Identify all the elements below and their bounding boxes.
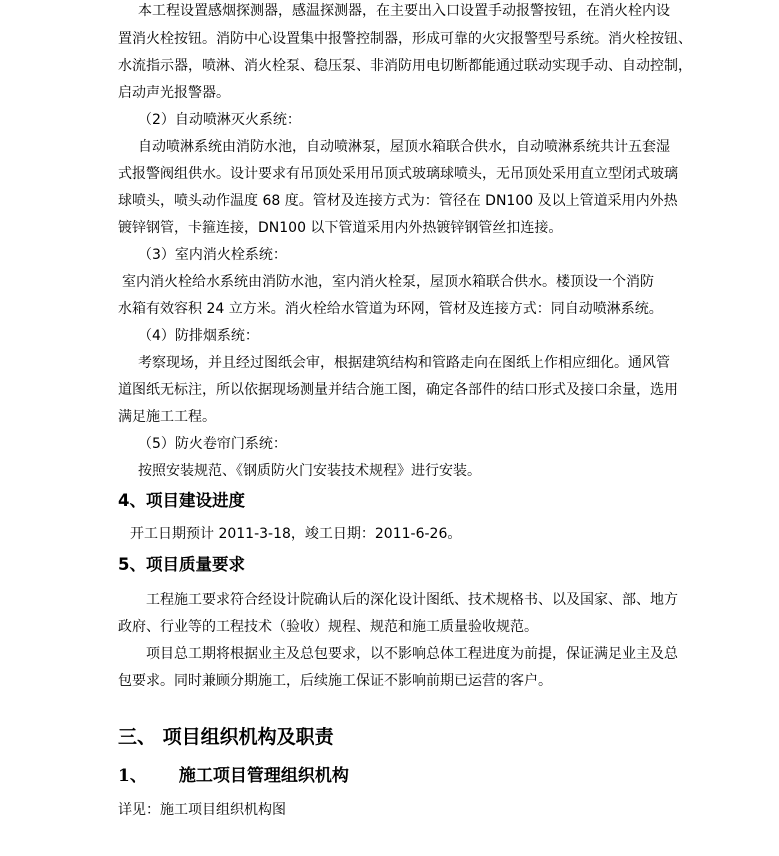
text-line: 包要求。同时兼顾分期施工，后续施工保证不影响前期已运营的客户。 <box>118 673 552 689</box>
detail-reference: 详见：施工项目组织机构图 <box>118 802 286 818</box>
subheading-shutter: （5）防火卷帘门系统： <box>138 436 287 452</box>
subsection-heading <box>118 764 349 788</box>
subsection-number: 1、 <box>118 766 147 786</box>
text-line: 满足施工工程。 <box>118 409 216 425</box>
text-line: 置消火栓按钮。消防中心设置集中报警控制器，形成可靠的火灾报警型号系统。消火栓按钮、 <box>118 31 692 47</box>
text-line: 室内消火栓给水系统由消防水池，室内消火栓泵，屋顶水箱联合供水。楼顶设一个消防 <box>122 274 654 290</box>
subheading-sprinkler: （2）自动喷淋灭火系统： <box>138 112 301 128</box>
text-line: 式报警阀组供水。设计要求有吊顶处采用吊顶式玻璃球喷头，无吊顶处采用直立型闭式玻璃 <box>118 166 678 182</box>
text-line: 考察现场，并且经过图纸会审，根据建筑结构和管路走向在图纸上作相应细化。通风管 <box>138 355 670 371</box>
text-line: 按照安装规范、《钢质防火门安装技术规程》进行安装。 <box>138 463 481 479</box>
subsection-title: 施工项目管理组织机构 <box>178 766 349 786</box>
text-line: 球喷头，喷头动作温度 68 度。管材及连接方式为：管径在 DN100 及以上管道采用内外热 <box>118 193 678 209</box>
text-line: 镀锌钢管，卡箍连接，DN100 以下管道采用内外热镀锌钢管丝扣连接。 <box>118 220 563 236</box>
text-line: 工程施工要求符合经设计院确认后的深化设计图纸、技术规格书、以及国家、部、地方 <box>146 592 678 608</box>
heading-quality: 5、项目质量要求 <box>118 555 245 574</box>
text-line: 项目总工期将根据业主及总包要求，以不影响总体工程进度为前提，保证满足业主及总 <box>146 646 678 662</box>
text-line: 水箱有效容积 24 立方米。消火栓给水管道为环网，管材及连接方式：同自动喷淋系统。 <box>118 301 663 317</box>
text-line: 本工程设置感烟探测器，感温探测器，在主要出入口设置手动报警按钮，在消火栓内设 <box>138 3 670 19</box>
text-line: 政府、行业等的工程技术（验收）规程、规范和施工质量验收规范。 <box>118 619 538 635</box>
text-line: 启动声光报警器。 <box>118 85 230 101</box>
subheading-hydrant: （3）室内消火栓系统： <box>138 247 287 263</box>
text-line: 道图纸无标注，所以依据现场测量并结合施工图，确定各部件的结口形式及接口余量，选用 <box>118 382 678 398</box>
subheading-smoke: （4）防排烟系统： <box>138 328 259 344</box>
section-heading-organization: 三、 项目组织机构及职责 <box>118 726 334 748</box>
text-line: 自动喷淋系统由消防水池，自动喷淋泵，屋顶水箱联合供水，自动喷淋系统共计五套湿 <box>138 139 670 155</box>
text-line: 水流指示器，喷淋、消火栓泵、稳压泵、非消防用电切断都能通过联动实现手动、自动控制， <box>118 58 692 74</box>
heading-schedule: 4、项目建设进度 <box>118 491 245 510</box>
schedule-text: 开工日期预计 2011-3-18，竣工日期：2011-6-26。 <box>130 526 462 542</box>
